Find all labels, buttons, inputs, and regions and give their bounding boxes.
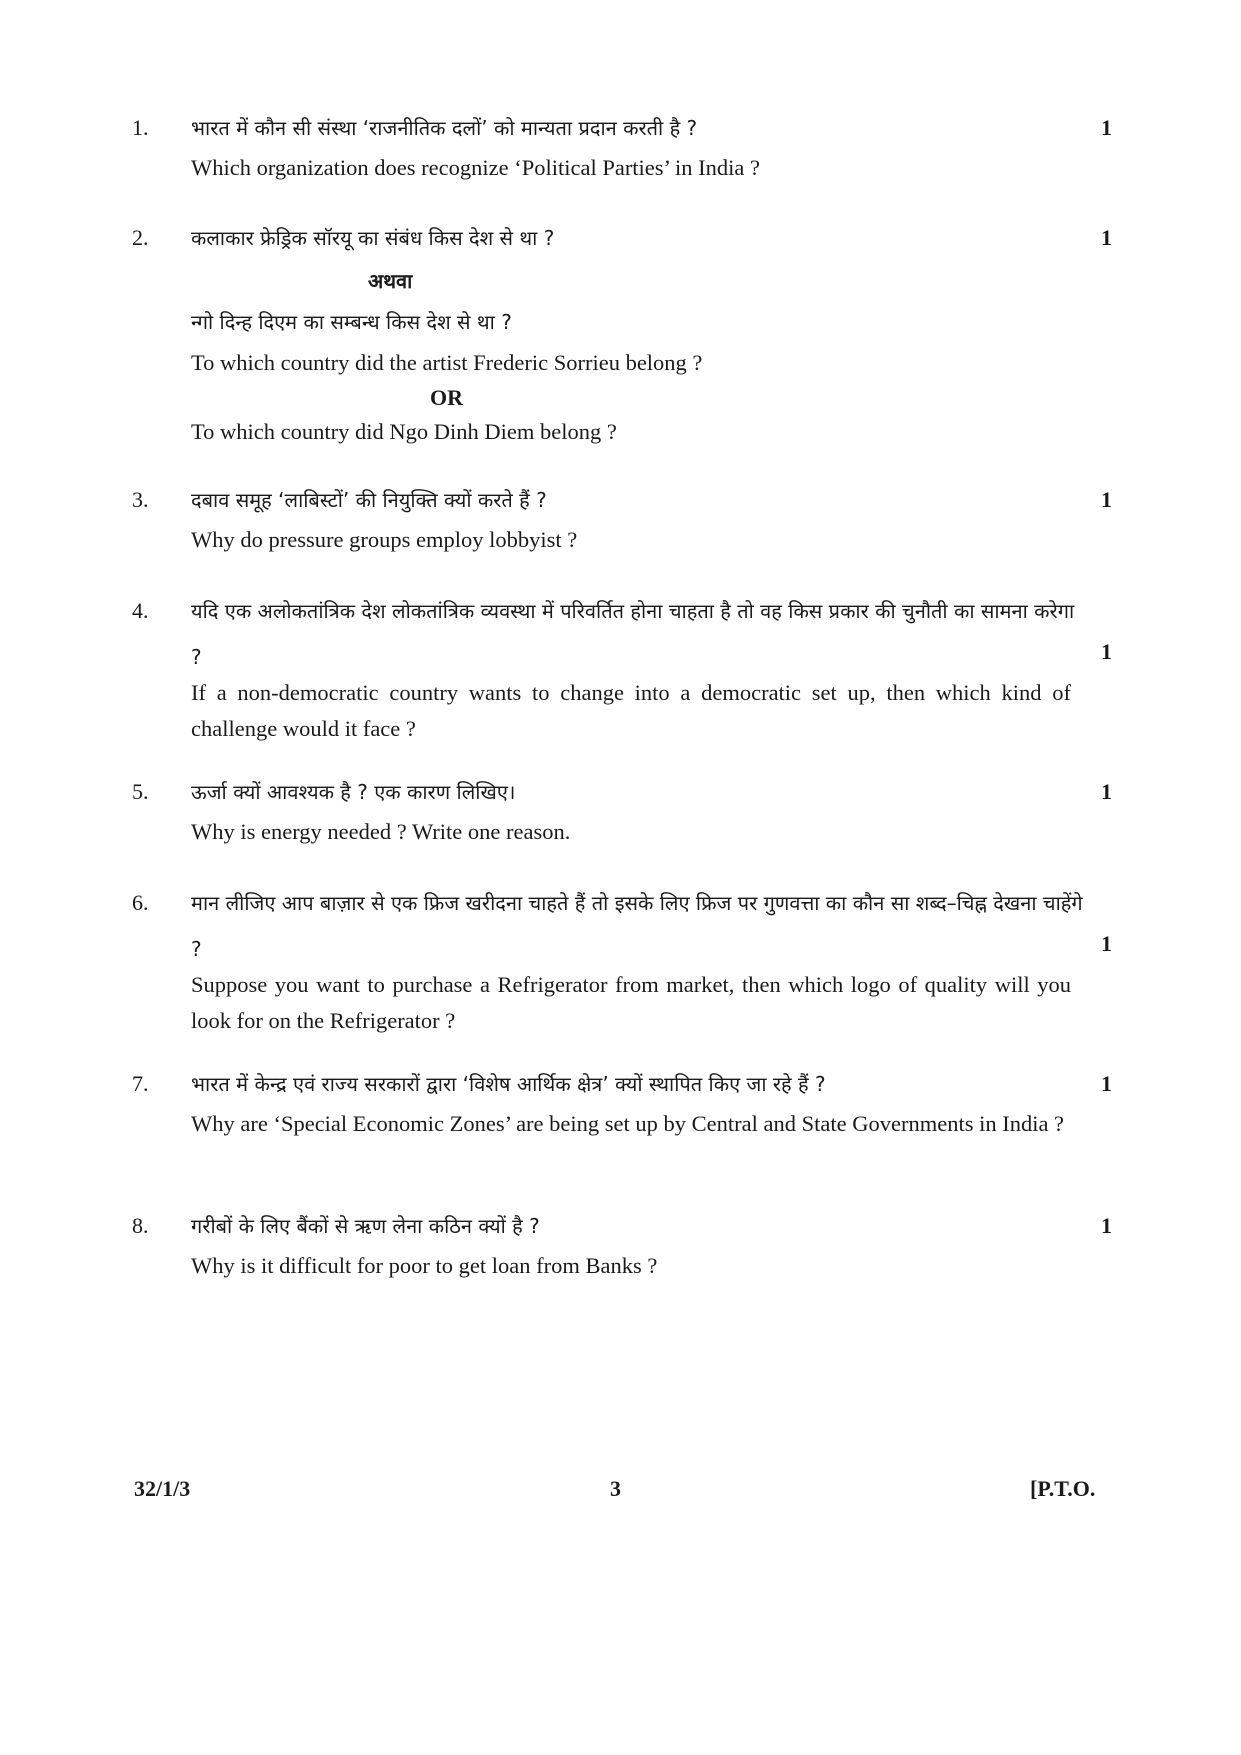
question-number: 6. bbox=[132, 890, 149, 915]
question-text-english: If a non-democratic country wants to change into a democratic set up, then which kind of challenge would it face ? bbox=[191, 680, 1071, 741]
question-marks: 1 bbox=[1101, 639, 1112, 664]
question-text-hindi: गरीबों के लिए बैंकों से ऋण लेना कठिन क्यों है ? bbox=[191, 1214, 540, 1238]
paper-code: 32/1/3 bbox=[134, 1476, 191, 1501]
question-marks: 1 bbox=[1101, 931, 1112, 956]
question-text-hindi: ऊर्जा क्यों आवश्यक है ? एक कारण लिखिए। bbox=[191, 780, 516, 804]
question-marks: 1 bbox=[1101, 487, 1112, 512]
question-text-hindi: भारत में केन्द्र एवं राज्य सरकारों द्वारा ‘विशेष आर्थिक क्षेत्र’ क्यों स्थापित किए जा रहे हैं ? bbox=[191, 1072, 826, 1096]
question-marks: 1 bbox=[1101, 115, 1112, 140]
question-number: 8. bbox=[132, 1213, 149, 1238]
question-text-hindi: कलाकार फ्रेड्रिक सॉरयू का संबंध किस देश से था ? bbox=[191, 226, 555, 250]
question-marks: 1 bbox=[1101, 779, 1112, 804]
question-text-english: To which country did the artist Frederic Sorrieu belong ? bbox=[191, 350, 703, 375]
question-text-hindi-alternative: न्गो दिन्ह दिएम का सम्बन्ध किस देश से था ? bbox=[191, 310, 512, 334]
question-number: 5. bbox=[132, 779, 149, 804]
question-number: 3. bbox=[132, 487, 149, 512]
question-text-hindi: मान लीजिए आप बाज़ार से एक फ्रिज खरीदना चाहते हैं तो इसके लिए फ्रिज पर गुणवत्ता का कौन सा शब्द–चिह्न देखना चाहेंगे ? bbox=[191, 891, 1083, 961]
question-text-english: Suppose you want to purchase a Refrigerator from market, then which logo of quality will you look for on the Refrigerator ? bbox=[191, 972, 1071, 1033]
question-text-english: Which organization does recognize ‘Political Parties’ in India ? bbox=[191, 155, 760, 180]
question-number: 7. bbox=[132, 1071, 149, 1096]
page-number: 3 bbox=[610, 1476, 621, 1501]
or-label-english: OR bbox=[430, 385, 463, 410]
question-text-english-alternative: To which country did Ngo Dinh Diem belong ? bbox=[191, 419, 617, 444]
question-text-english: Why do pressure groups employ lobbyist ? bbox=[191, 527, 578, 552]
question-marks: 1 bbox=[1101, 225, 1112, 250]
question-number: 4. bbox=[132, 598, 149, 623]
question-marks: 1 bbox=[1101, 1213, 1112, 1238]
question-marks: 1 bbox=[1101, 1071, 1112, 1096]
question-text-hindi: भारत में कौन सी संस्था ‘राजनीतिक दलों’ को मान्यता प्रदान करती है ? bbox=[191, 116, 698, 140]
question-text-hindi: दबाव समूह ‘लाबिस्टों’ की नियुक्ति क्यों करते हैं ? bbox=[191, 488, 547, 512]
question-number: 2. bbox=[132, 225, 149, 250]
please-turn-over: [P.T.O. bbox=[1030, 1476, 1096, 1501]
or-label-hindi: अथवा bbox=[368, 269, 413, 293]
question-text-english: Why is it difficult for poor to get loan from Banks ? bbox=[191, 1253, 658, 1278]
question-text-hindi: यदि एक अलोकतांत्रिक देश लोकतांत्रिक व्यवस्था में परिवर्तित होना चाहता है तो वह किस प्रकार की चुनौती का सामना करेगा ? bbox=[191, 599, 1075, 669]
question-text-english: Why is energy needed ? Write one reason. bbox=[191, 819, 571, 844]
question-number: 1. bbox=[132, 115, 149, 140]
question-text-english: Why are ‘Special Economic Zones’ are being set up by Central and State Governments in India ? bbox=[191, 1111, 1065, 1136]
